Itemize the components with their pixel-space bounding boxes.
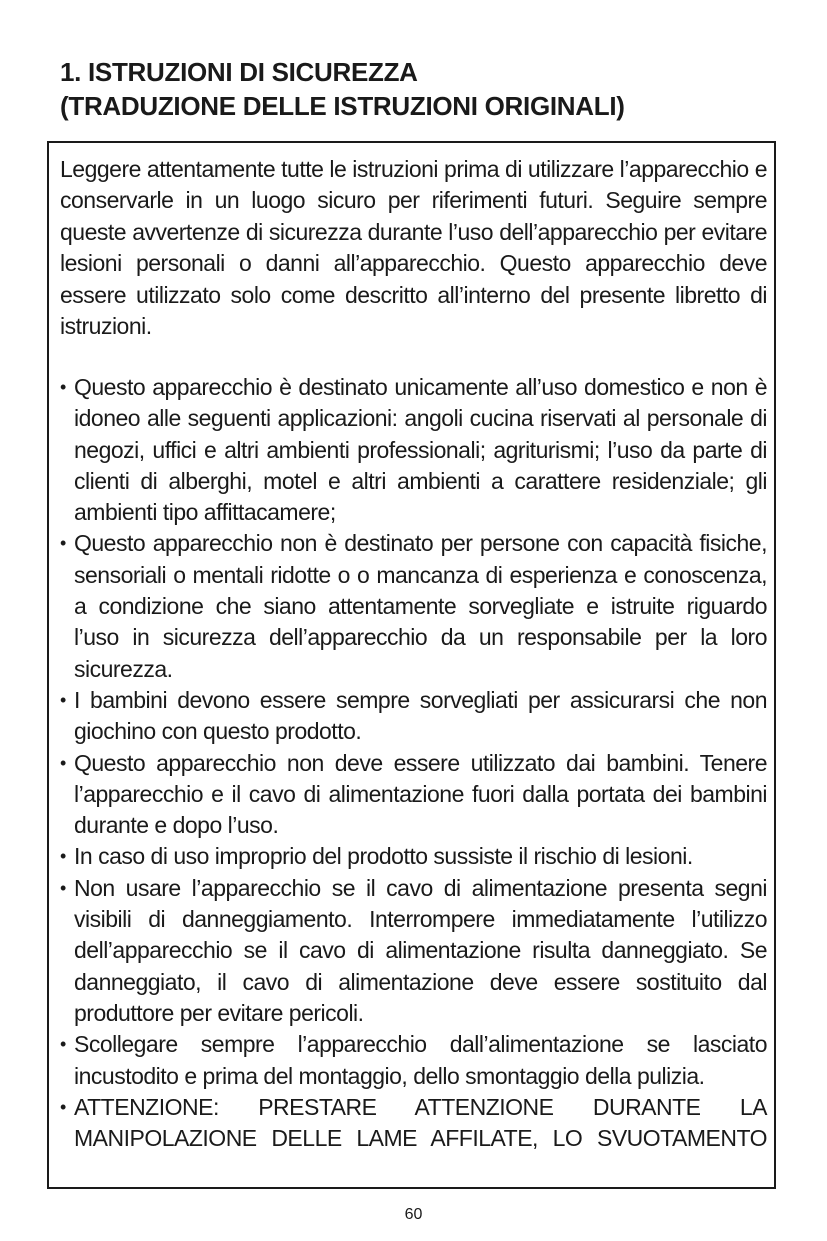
list-item: • Questo apparecchio non è destinato per persone con capacità fisiche, sensoriali o mentali ridotte o o mancanza di esperienza e conoscenza, a condizione che siano attentamente sorvegliate e istruite riguardo l’uso in sicurezza dell’apparecchio da un responsabile per la loro sicurezza.	[60, 528, 767, 684]
list-item: • Questo apparecchio non deve essere utilizzato dai bambini. Tenere l’apparecchio e il cavo di alimentazione fuori dalla portata dei bambini durante e dopo l’uso.	[60, 748, 767, 842]
page-number: 60	[404, 1206, 423, 1223]
section-heading	[60, 55, 780, 123]
heading-line-2: (TRADUZIONE DELLE ISTRUZIONI ORIGINALI)	[60, 91, 625, 121]
safety-bullet-list	[60, 372, 767, 1154]
list-item: • I bambini devono essere sempre sorvegliati per assicurarsi che non giochino con questo prodotto.	[60, 685, 767, 748]
list-item: • In caso di uso improprio del prodotto sussiste il rischio di lesioni.	[60, 841, 767, 872]
list-item: • ATTENZIONE: PRESTARE ATTENZIONE DURANTE LA MANIPOLAZIONE DELLE LAME AFFILATE, LO SVUOTAMENTO	[60, 1092, 767, 1155]
list-item: • Scollegare sempre l’apparecchio dall’alimentazione se lasciato incustodito e prima del montaggio, dello smontaggio della pulizia.	[60, 1029, 767, 1092]
list-item: • Questo apparecchio è destinato unicamente all’uso domestico e non è idoneo alle seguenti applicazioni: angoli cucina riservati al personale di negozi, uffici e altri ambienti professionali; agriturismi; l’uso da parte di clienti di alberghi, motel e altri ambienti a carattere residenziale; gli ambienti tipo affittacamere;	[60, 372, 767, 528]
heading-line-1: 1. ISTRUZIONI DI SICUREZZA	[60, 57, 418, 87]
intro-paragraph: Leggere attentamente tutte le istruzioni prima di utilizzare l’apparecchio e conservarle in un luogo sicuro per riferimenti futuri. Seguire sempre queste avvertenze di sicurezza durante l’uso dell’apparecchio per evitare lesioni personali o danni all’apparecchio. Questo apparecchio deve essere utilizzato solo come descritto all’interno del presente libretto di istruzioni.	[60, 156, 767, 340]
list-item: • Non usare l’apparecchio se il cavo di alimentazione presenta segni visibili di danneggiamento. Interrompere immediatamente l’utilizzo dell’apparecchio se il cavo di alimentazione risulta danneggiato. Se danneggiato, il cavo di alimentazione deve essere sostituito dal produttore per evitare pericoli.	[60, 873, 767, 1029]
